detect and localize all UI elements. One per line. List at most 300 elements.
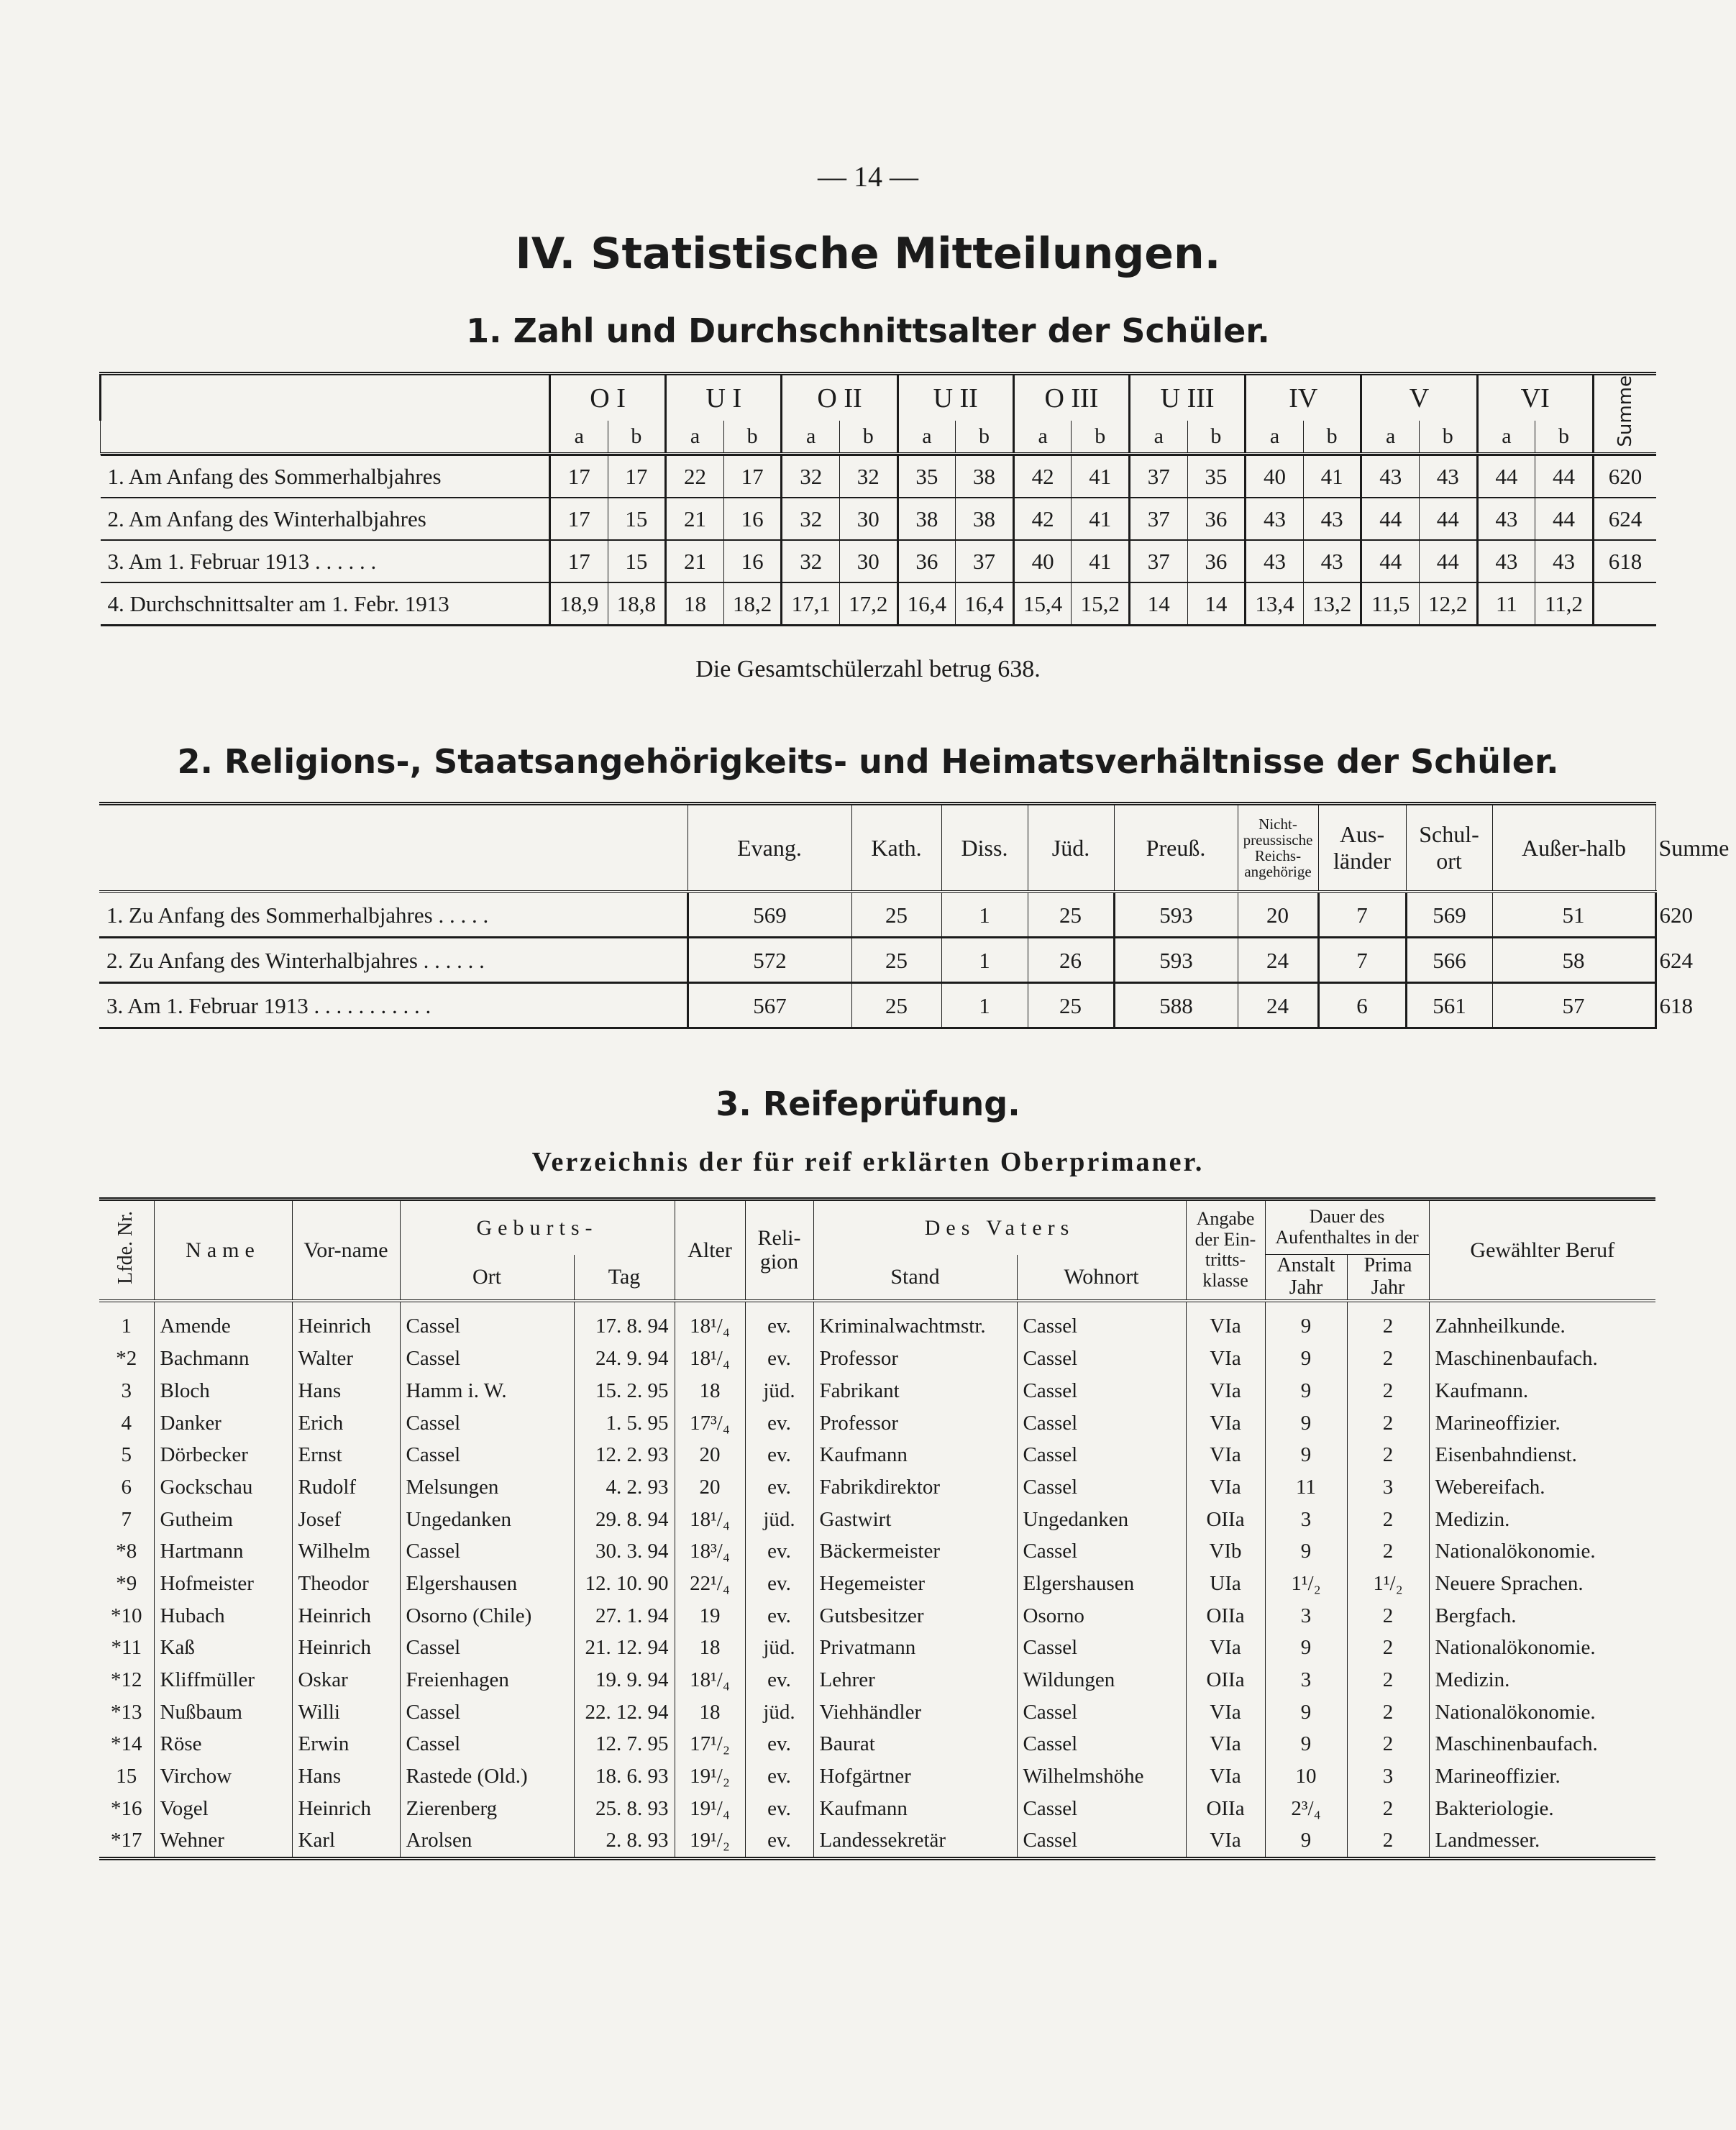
cell-klasse: VIa: [1186, 1696, 1265, 1729]
cell-value: 11,5: [1361, 582, 1420, 626]
cell-value: 13,4: [1246, 582, 1304, 626]
cell-tag: 29. 8. 94: [574, 1504, 675, 1536]
cell-name: Röse: [154, 1729, 292, 1761]
cell-tag: 12. 7. 95: [574, 1729, 675, 1761]
cell-beruf: Nationalökonomie.: [1429, 1696, 1655, 1729]
table-row: [99, 1729, 1655, 1761]
cell-beruf: Webereifach.: [1429, 1471, 1655, 1504]
cell-ort: Rastede (Old.): [400, 1760, 574, 1793]
cell-sum: 624: [1593, 498, 1656, 540]
cell-sum: 620: [1593, 455, 1656, 498]
section3-heading: 3. Reifeprüfung.: [716, 1084, 1020, 1123]
cell-value: 22: [666, 455, 724, 498]
cell-wohnort: Cassel: [1017, 1825, 1186, 1859]
sub-header-b: b: [956, 421, 1014, 453]
cell-name: Danker: [154, 1407, 292, 1440]
table-row: [99, 1471, 1655, 1504]
cell-value: 13,2: [1303, 582, 1361, 626]
cell-klasse: VIa: [1186, 1760, 1265, 1793]
cell-ort: Cassel: [400, 1729, 574, 1761]
cell-prima: 2: [1347, 1664, 1429, 1696]
cell-wohnort: Cassel: [1017, 1439, 1186, 1471]
sub-header-b: b: [840, 421, 898, 453]
cell-vorname: Heinrich: [292, 1793, 400, 1825]
cell-value: 7: [1318, 938, 1406, 983]
cell-value: 44: [1361, 540, 1420, 582]
cell-value: 32: [782, 498, 840, 540]
cell-ort: Cassel: [400, 1696, 574, 1729]
cell-stand: Bäckermeister: [813, 1535, 1017, 1568]
cell-ort: Cassel: [400, 1407, 574, 1440]
cell-stand: Privatmann: [813, 1632, 1017, 1664]
cell-wohnort: Cassel: [1017, 1375, 1186, 1407]
cell-anstalt: 9: [1265, 1696, 1347, 1729]
cell-beruf: Maschinenbaufach.: [1429, 1343, 1655, 1375]
sub-header-b: b: [1303, 421, 1361, 453]
cell-prima: 2: [1347, 1301, 1429, 1343]
cell-rel: ev.: [745, 1600, 813, 1632]
sub-header-a: a: [1130, 421, 1188, 453]
cell-value: 11: [1477, 582, 1535, 626]
cell-value: 567: [687, 983, 851, 1028]
sub-header-b: b: [1535, 421, 1594, 453]
cell-klasse: OIIa: [1186, 1793, 1265, 1825]
cell-value: 18,2: [723, 582, 782, 626]
cell-value: 30: [840, 540, 898, 582]
cell-value: 25: [851, 892, 941, 938]
cell-tag: 22. 12. 94: [574, 1696, 675, 1729]
class-header: U III: [1130, 374, 1246, 421]
cell-nr: *14: [111, 1732, 142, 1756]
cell-value: 17: [550, 455, 608, 498]
cell-value: 35: [897, 455, 956, 498]
cell-value: 24: [1238, 983, 1318, 1028]
cell-beruf: Eisenbahndienst.: [1429, 1439, 1655, 1471]
table-row: [99, 1793, 1655, 1825]
cell-klasse: VIa: [1186, 1471, 1265, 1504]
sum-header-label: Summe: [1614, 375, 1637, 447]
cell-ort: Hamm i. W.: [400, 1375, 574, 1407]
cell-nr: 6: [121, 1475, 132, 1499]
cell-stand: Professor: [813, 1407, 1017, 1440]
sub-header-a: a: [550, 421, 608, 453]
cell-vorname: Erich: [292, 1407, 400, 1440]
cell-nr: 4: [121, 1411, 132, 1435]
cell-value: 15: [608, 540, 666, 582]
cell-value: 572: [687, 938, 851, 983]
row-label: 1. Zu Anfang des Sommerhalbjahres . . . . .: [99, 892, 687, 938]
cell-prima: 3: [1347, 1471, 1429, 1504]
cell-alter: 18¹/₄: [675, 1301, 745, 1343]
cell-alter: 18: [675, 1375, 745, 1407]
cell-name: Gutheim: [154, 1504, 292, 1536]
table-row: [99, 1535, 1655, 1568]
cell-stand: Kaufmann: [813, 1793, 1017, 1825]
cell-stand: Hofgärtner: [813, 1760, 1017, 1793]
cell-alter: 19: [675, 1600, 745, 1632]
cell-rel: ev.: [745, 1664, 813, 1696]
cell-value: 43: [1361, 455, 1420, 498]
cell-name: Kaß: [154, 1632, 292, 1664]
cell-wohnort: Cassel: [1017, 1343, 1186, 1375]
cell-value: 569: [687, 892, 851, 938]
cell-value: 1: [941, 892, 1028, 938]
cell-prima: 1¹/₂: [1347, 1568, 1429, 1600]
table-row: 2. Zu Anfang des Winterhalbjahres . . . . . . 572 25 1 26 593 24 7 566 58 624: [99, 938, 1655, 983]
cell-prima: 2: [1347, 1504, 1429, 1536]
cell-wohnort: Wilhelmshöhe: [1017, 1760, 1186, 1793]
sub-header-b: b: [1187, 421, 1246, 453]
cell-value: 41: [1072, 455, 1130, 498]
sub-header-b: b: [608, 421, 666, 453]
header-prima: Prima Jahr: [1347, 1255, 1429, 1301]
cell-stand: Viehhändler: [813, 1696, 1017, 1729]
col-header: Außer-halb: [1492, 804, 1655, 892]
cell-ort: Cassel: [400, 1343, 574, 1375]
cell-sum: 618: [1593, 540, 1656, 582]
cell-value: 566: [1406, 938, 1492, 983]
class-header: V: [1361, 374, 1477, 421]
cell-name: Virchow: [154, 1760, 292, 1793]
cell-klasse: OIIa: [1186, 1600, 1265, 1632]
cell-name: Wehner: [154, 1825, 292, 1859]
cell-value: 16: [723, 498, 782, 540]
cell-nr: 3: [121, 1379, 132, 1402]
cell-ort: Ungedanken: [400, 1504, 574, 1536]
cell-value: 30: [840, 498, 898, 540]
cell-name: Hartmann: [154, 1535, 292, 1568]
cell-value: 561: [1406, 983, 1492, 1028]
page-number: — 14 —: [818, 160, 918, 193]
cell-prima: 2: [1347, 1729, 1429, 1761]
col-header: Schul-ort: [1406, 804, 1492, 892]
cell-prima: 2: [1347, 1696, 1429, 1729]
cell-beruf: Medizin.: [1429, 1664, 1655, 1696]
cell-beruf: Marineoffizier.: [1429, 1407, 1655, 1440]
cell-prima: 2: [1347, 1407, 1429, 1440]
cell-vorname: Wilhelm: [292, 1535, 400, 1568]
row-label: 1. Am Anfang des Sommerhalbjahres: [101, 455, 550, 498]
cell-value: 38: [897, 498, 956, 540]
cell-ort: Zierenberg: [400, 1793, 574, 1825]
header-vorname: Vor-name: [292, 1199, 400, 1301]
cell-stand: Gutsbesitzer: [813, 1600, 1017, 1632]
cell-vorname: Rudolf: [292, 1471, 400, 1504]
cell-name: Nußbaum: [154, 1696, 292, 1729]
cell-alter: 18¹/₄: [675, 1664, 745, 1696]
cell-value: 14: [1187, 582, 1246, 626]
cell-alter: 20: [675, 1439, 745, 1471]
header-blank: [99, 804, 687, 892]
cell-nr: *16: [111, 1796, 142, 1820]
cell-vorname: Heinrich: [292, 1301, 400, 1343]
cell-value: 593: [1114, 892, 1238, 938]
header-name: Name: [154, 1199, 292, 1301]
cell-value: 18,9: [550, 582, 608, 626]
cell-wohnort: Wildungen: [1017, 1664, 1186, 1696]
cell-wohnort: Cassel: [1017, 1696, 1186, 1729]
table-row: [99, 1504, 1655, 1536]
cell-name: Hubach: [154, 1600, 292, 1632]
col-header-text: Nicht-preussische Reichs-angehörige: [1243, 815, 1313, 881]
cell-wohnort: Cassel: [1017, 1471, 1186, 1504]
cell-anstalt: 2³/₄: [1265, 1793, 1347, 1825]
cell-stand: Baurat: [813, 1729, 1017, 1761]
cell-value: 38: [956, 498, 1014, 540]
cell-rel: ev.: [745, 1535, 813, 1568]
cell-wohnort: Ungedanken: [1017, 1504, 1186, 1536]
cell-sum: [1593, 582, 1656, 626]
table-row: 1. Zu Anfang des Sommerhalbjahres . . . . . 569 25 1 25 593 20 7 569 51 620: [99, 892, 1655, 938]
cell-value: 32: [782, 540, 840, 582]
cell-value: 36: [1187, 498, 1246, 540]
cell-value: 36: [1187, 540, 1246, 582]
class-header: O II: [782, 374, 897, 421]
cell-value: 16,4: [956, 582, 1014, 626]
cell-rel: ev.: [745, 1760, 813, 1793]
cell-anstalt: 11: [1265, 1471, 1347, 1504]
cell-value: 43: [1477, 498, 1535, 540]
cell-nr: *13: [111, 1700, 142, 1724]
cell-tag: 15. 2. 95: [574, 1375, 675, 1407]
cell-rel: ev.: [745, 1568, 813, 1600]
cell-nr: 7: [121, 1507, 132, 1531]
cell-vorname: Oskar: [292, 1664, 400, 1696]
cell-wohnort: Cassel: [1017, 1407, 1186, 1440]
table-row: [99, 1664, 1655, 1696]
cell-value: 43: [1419, 455, 1477, 498]
cell-anstalt: 9: [1265, 1301, 1347, 1343]
cell-nr: *12: [111, 1668, 142, 1691]
cell-tag: 4. 2. 93: [574, 1471, 675, 1504]
header-ort: Ort: [400, 1255, 574, 1301]
cell-anstalt: 9: [1265, 1535, 1347, 1568]
cell-anstalt: 9: [1265, 1439, 1347, 1471]
cell-name: Amende: [154, 1301, 292, 1343]
cell-nr: 5: [121, 1443, 132, 1467]
header-geburts: Geburts-: [400, 1199, 675, 1255]
cell-value: 32: [782, 455, 840, 498]
cell-prima: 2: [1347, 1600, 1429, 1632]
cell-nr: *11: [111, 1636, 142, 1660]
cell-value: 17,2: [840, 582, 898, 626]
col-header: Diss.: [941, 804, 1028, 892]
section2-heading: 2. Religions-, Staatsangehörigkeits- und Heimatsverhältnisse der Schüler.: [177, 742, 1559, 781]
cell-prima: 2: [1347, 1793, 1429, 1825]
cell-name: Dörbecker: [154, 1439, 292, 1471]
cell-ort: Freienhagen: [400, 1664, 574, 1696]
cell-klasse: VIa: [1186, 1439, 1265, 1471]
cell-value: 32: [840, 455, 898, 498]
cell-nr: 15: [116, 1765, 137, 1788]
cell-rel: ev.: [745, 1793, 813, 1825]
pupil-count-table: [99, 372, 1656, 626]
cell-alter: 18¹/₄: [675, 1343, 745, 1375]
cell-alter: 17¹/₂: [675, 1729, 745, 1761]
header-beruf: Gewählter Beruf: [1429, 1199, 1655, 1301]
header-tag: Tag: [574, 1255, 675, 1301]
cell-value: 44: [1535, 455, 1594, 498]
cell-value: 21: [666, 540, 724, 582]
cell-klasse: VIa: [1186, 1825, 1265, 1859]
cell-beruf: Nationalökonomie.: [1429, 1632, 1655, 1664]
cell-value: 41: [1303, 455, 1361, 498]
cell-value: 42: [1013, 498, 1072, 540]
cell-klasse: VIa: [1186, 1343, 1265, 1375]
section1-heading: 1. Zahl und Durchschnittsalter der Schüler.: [466, 311, 1270, 350]
cell-value: 38: [956, 455, 1014, 498]
cell-value: 58: [1492, 938, 1655, 983]
cell-value: 16: [723, 540, 782, 582]
cell-ort: Cassel: [400, 1439, 574, 1471]
table-row: [101, 582, 1657, 626]
cell-name: Hofmeister: [154, 1568, 292, 1600]
cell-alter: 19¹/₂: [675, 1760, 745, 1793]
cell-stand: Lehrer: [813, 1664, 1017, 1696]
cell-value: 57: [1492, 983, 1655, 1028]
cell-stand: Professor: [813, 1343, 1017, 1375]
cell-value: 51: [1492, 892, 1655, 938]
cell-stand: Hegemeister: [813, 1568, 1017, 1600]
cell-tag: 12. 10. 90: [574, 1568, 675, 1600]
row-label: 4. Durchschnittsalter am 1. Febr. 1913: [101, 582, 550, 626]
cell-value: 17: [550, 540, 608, 582]
cell-beruf: Neuere Sprachen.: [1429, 1568, 1655, 1600]
cell-value: 44: [1361, 498, 1420, 540]
class-header: U II: [897, 374, 1013, 421]
cell-wohnort: Cassel: [1017, 1535, 1186, 1568]
cell-rel: ev.: [745, 1825, 813, 1859]
cell-rel: jüd.: [745, 1696, 813, 1729]
class-header: IV: [1246, 374, 1361, 421]
cell-ort: Osorno (Chile): [400, 1600, 574, 1632]
cell-vorname: Theodor: [292, 1568, 400, 1600]
cell-ort: Arolsen: [400, 1825, 574, 1859]
cell-vorname: Hans: [292, 1760, 400, 1793]
col-header: Kath.: [851, 804, 941, 892]
cell-rel: ev.: [745, 1407, 813, 1440]
cell-value: 15: [608, 498, 666, 540]
table-row: [99, 1301, 1655, 1343]
class-header: VI: [1477, 374, 1593, 421]
col-header: Aus-länder: [1318, 804, 1406, 892]
cell-stand: Fabrikant: [813, 1375, 1017, 1407]
header-blank: [101, 374, 550, 421]
class-header: O I: [550, 374, 666, 421]
col-header: Evang.: [687, 804, 851, 892]
table-row: [99, 1696, 1655, 1729]
cell-value: 18: [666, 582, 724, 626]
cell-tag: 30. 3. 94: [574, 1535, 675, 1568]
cell-ort: Cassel: [400, 1301, 574, 1343]
header-blank: [101, 421, 550, 453]
cell-value: 1: [941, 938, 1028, 983]
cell-nr: *2: [116, 1347, 137, 1371]
cell-value: 42: [1013, 455, 1072, 498]
cell-anstalt: 1¹/₂: [1265, 1568, 1347, 1600]
header-angabe: Angabe der Ein-tritts-klasse: [1186, 1199, 1265, 1301]
cell-tag: 27. 1. 94: [574, 1600, 675, 1632]
cell-wohnort: Cassel: [1017, 1793, 1186, 1825]
row-label: 3. Am 1. Februar 1913 . . . . . .: [101, 540, 550, 582]
cell-rel: ev.: [745, 1729, 813, 1761]
cell-value: 43: [1246, 498, 1304, 540]
sub-header-a: a: [1361, 421, 1420, 453]
cell-rel: jüd.: [745, 1632, 813, 1664]
cell-beruf: Kaufmann.: [1429, 1375, 1655, 1407]
cell-value: 569: [1406, 892, 1492, 938]
sub-header-a: a: [1477, 421, 1535, 453]
cell-value: 40: [1246, 455, 1304, 498]
col-header: [1238, 804, 1318, 892]
cell-value: 44: [1419, 540, 1477, 582]
table-row: [99, 1568, 1655, 1600]
cell-name: Kliffmüller: [154, 1664, 292, 1696]
cell-tag: 12. 2. 93: [574, 1439, 675, 1471]
cell-beruf: Bakteriologie.: [1429, 1793, 1655, 1825]
table-row: [99, 1760, 1655, 1793]
row-label: 2. Am Anfang des Winterhalbjahres: [101, 498, 550, 540]
cell-anstalt: 9: [1265, 1632, 1347, 1664]
cell-klasse: VIa: [1186, 1407, 1265, 1440]
cell-value: 12,2: [1419, 582, 1477, 626]
cell-prima: 2: [1347, 1632, 1429, 1664]
cell-tag: 17. 8. 94: [574, 1301, 675, 1343]
section3-subheading: Verzeichnis der für reif erklärten Oberprimaner.: [531, 1147, 1205, 1177]
cell-anstalt: 9: [1265, 1407, 1347, 1440]
cell-beruf: Marineoffizier.: [1429, 1760, 1655, 1793]
cell-wohnort: Elgershausen: [1017, 1568, 1186, 1600]
cell-klasse: VIa: [1186, 1632, 1265, 1664]
class-header: U I: [666, 374, 782, 421]
cell-value: 588: [1114, 983, 1238, 1028]
header-anstalt: Anstalt Jahr: [1265, 1255, 1347, 1301]
cell-value: 25: [1028, 983, 1114, 1028]
cell-vorname: Heinrich: [292, 1632, 400, 1664]
cell-value: 17: [550, 498, 608, 540]
cell-value: 17: [608, 455, 666, 498]
cell-klasse: OIIa: [1186, 1664, 1265, 1696]
cell-value: 1: [941, 983, 1028, 1028]
cell-value: 593: [1114, 938, 1238, 983]
cell-stand: Landessekretär: [813, 1825, 1017, 1859]
cell-wohnort: Cassel: [1017, 1632, 1186, 1664]
cell-beruf: Nationalökonomie.: [1429, 1535, 1655, 1568]
cell-alter: 18¹/₄: [675, 1504, 745, 1536]
cell-value: 21: [666, 498, 724, 540]
cell-tag: 1. 5. 95: [574, 1407, 675, 1440]
cell-tag: 24. 9. 94: [574, 1343, 675, 1375]
cell-tag: 2. 8. 93: [574, 1825, 675, 1859]
cell-alter: 19¹/₄: [675, 1793, 745, 1825]
sum-header: [1593, 374, 1656, 454]
cell-beruf: Landmesser.: [1429, 1825, 1655, 1859]
cell-value: 15,4: [1013, 582, 1072, 626]
cell-wohnort: Cassel: [1017, 1301, 1186, 1343]
cell-ort: Cassel: [400, 1632, 574, 1664]
page-title: IV. Statistische Mitteilungen.: [515, 229, 1221, 279]
cell-value: 43: [1477, 540, 1535, 582]
cell-value: 44: [1419, 498, 1477, 540]
cell-value: 6: [1318, 983, 1406, 1028]
cell-value: 43: [1303, 540, 1361, 582]
cell-wohnort: Osorno: [1017, 1600, 1186, 1632]
total-note: Die Gesamtschülerzahl betrug 638.: [695, 656, 1041, 682]
sub-header-a: a: [897, 421, 956, 453]
row-label: 2. Zu Anfang des Winterhalbjahres . . . . . .: [99, 938, 687, 983]
cell-value: 14: [1130, 582, 1188, 626]
cell-alter: 20: [675, 1471, 745, 1504]
